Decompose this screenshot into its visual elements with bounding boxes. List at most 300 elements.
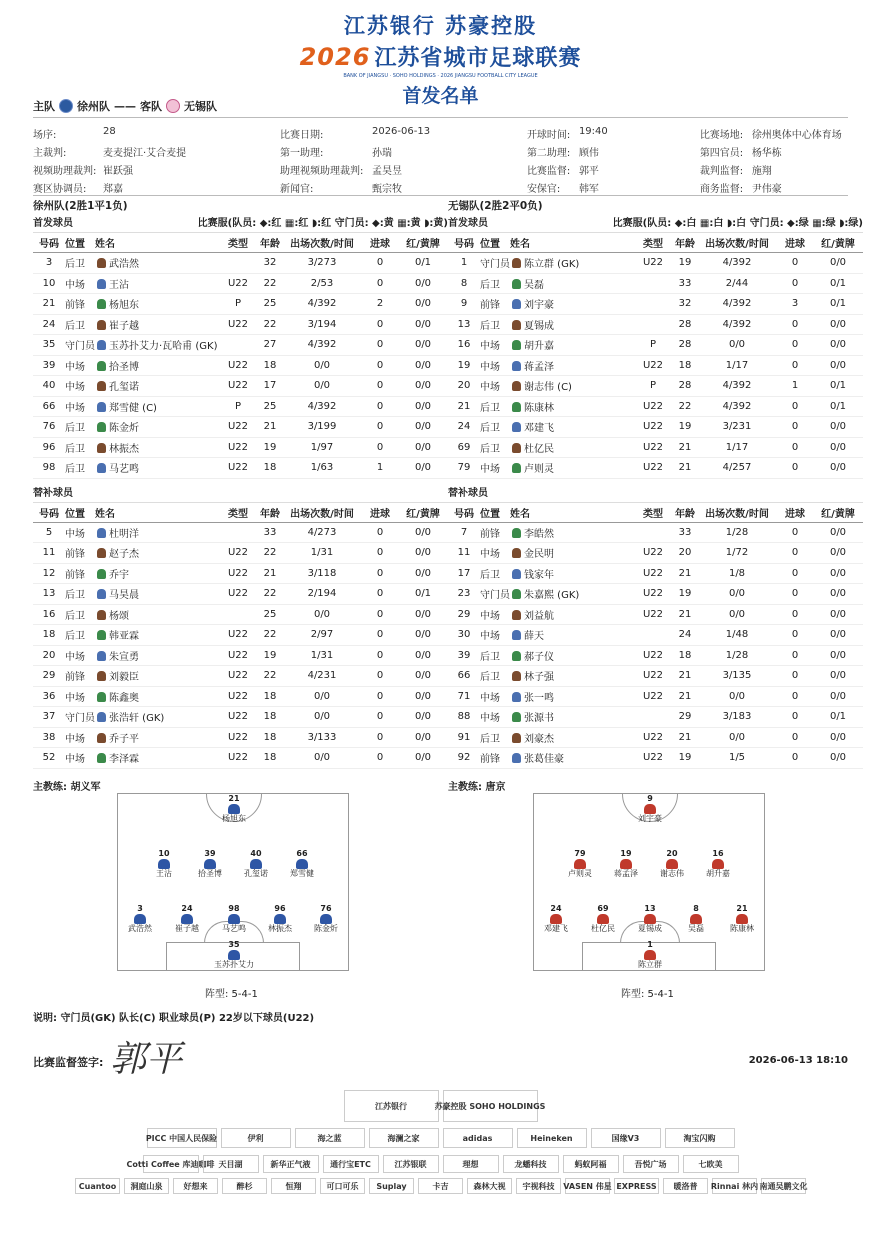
player-avatar-icon: [97, 463, 106, 473]
player-cell: U22: [218, 584, 258, 605]
player-cell: 0/0: [697, 584, 777, 605]
home-team: 徐州队: [77, 100, 110, 113]
player-cell: 88: [448, 707, 480, 728]
player-cell: P: [218, 396, 258, 417]
player-name: 林振杰: [109, 443, 139, 455]
player-cell: 37: [33, 707, 65, 728]
page-title: 首发名单: [402, 85, 479, 107]
player-row: [448, 666, 863, 687]
player-cell: U22: [633, 253, 673, 274]
player-cell: 9: [448, 294, 480, 315]
player-cell: 守门员: [65, 707, 95, 728]
player-cell: 2/44: [697, 273, 777, 294]
player-cell: 1/28: [697, 522, 777, 543]
player-cell: 中场: [480, 458, 510, 479]
player-cell: 0/0: [398, 748, 448, 769]
wuxi-badge-icon: [166, 99, 180, 113]
player-cell: 24: [448, 417, 480, 438]
player-avatar-icon: [97, 528, 106, 538]
player-cell: 0/0: [398, 686, 448, 707]
player-cell: 前锋: [65, 563, 95, 584]
player-name: 谢志伟 (C): [524, 382, 572, 394]
player-name: 武浩然: [109, 259, 139, 271]
sponsor-logo: 可口可乐: [320, 1178, 365, 1194]
jersey-icon: [574, 859, 586, 869]
lineup-name: 孔玺诺: [244, 869, 268, 878]
player-name: 孔玺诺: [109, 382, 139, 394]
player-cell: U22: [218, 543, 258, 564]
sponsor-logo: Cotti Coffee 库迪咖啡: [143, 1155, 199, 1173]
info-label: 安保官:: [526, 183, 561, 195]
column-header: 出场次数/时间: [282, 502, 362, 522]
player-cell: 0: [777, 437, 813, 458]
signature: 郭平: [110, 1039, 183, 1080]
home-column: [33, 197, 448, 799]
player-cell: 3: [33, 253, 65, 274]
player-cell: U22: [633, 584, 673, 605]
player-avatar-icon: [97, 402, 106, 412]
player-cell: 21: [673, 727, 697, 748]
away-subs-table: [448, 502, 863, 769]
player-cell: 0: [777, 314, 813, 335]
player-cell: 18: [33, 625, 65, 646]
player-cell: 12: [33, 563, 65, 584]
lineup-name: 谢志伟: [660, 869, 684, 878]
player-cell: 1: [448, 253, 480, 274]
player-avatar-icon: [512, 712, 521, 722]
player-avatar-icon: [512, 569, 521, 579]
player-cell: 中场: [480, 355, 510, 376]
player-cell: 3/231: [697, 417, 777, 438]
player-row: [33, 522, 448, 543]
player-row: [448, 707, 863, 728]
teams-line: 主队 徐州队 —— 客队 无锡队: [33, 99, 217, 113]
header: [0, 0, 881, 108]
player-cell: 0: [362, 543, 398, 564]
player-cell: 0/0: [398, 376, 448, 397]
player-cell: 前锋: [480, 748, 510, 769]
player-cell: 0: [362, 335, 398, 356]
player-name: 陈鑫奥: [109, 692, 139, 704]
lineup-number: 1: [647, 940, 653, 949]
player-cell: 98: [33, 458, 65, 479]
lineup-name: 邓建飞: [544, 924, 568, 933]
player-cell: 18: [258, 355, 282, 376]
info-label: 第一助理:: [279, 147, 324, 159]
player-cell: 中场: [65, 727, 95, 748]
player-cell: 7: [448, 522, 480, 543]
player-cell: 0/0: [813, 314, 863, 335]
player-avatar-icon: [97, 753, 106, 763]
away-coach: 主教练: 唐京: [448, 781, 506, 793]
player-cell: 21: [258, 417, 282, 438]
player-name: 林子强: [524, 672, 554, 684]
player-cell: 中场: [65, 396, 95, 417]
player-cell: U22: [633, 417, 673, 438]
column-header: 年龄: [258, 502, 282, 522]
player-cell: 前锋: [65, 294, 95, 315]
player-cell: 3/183: [697, 707, 777, 728]
player-cell: 25: [258, 396, 282, 417]
league-year: 2026: [299, 43, 371, 71]
player-name: 杜明洋: [109, 528, 139, 540]
player-cell: 后卫: [65, 417, 95, 438]
player-cell: 0/0: [398, 355, 448, 376]
away-formation-pitch: [533, 793, 765, 971]
info-row: [33, 142, 848, 160]
player-name: 拾圣博: [109, 361, 139, 373]
player-cell: U22: [218, 666, 258, 687]
player-cell: 3/118: [282, 563, 362, 584]
player-cell: 92: [448, 748, 480, 769]
player-cell: 4/392: [697, 376, 777, 397]
player-cell: 0/0: [697, 604, 777, 625]
player-name: 张浩轩 (GK): [109, 713, 165, 725]
player-cell: 2/53: [282, 273, 362, 294]
lineup-number: 13: [644, 904, 656, 913]
lineup-player: [199, 940, 269, 970]
player-cell: 0/0: [398, 707, 448, 728]
player-cell: 0: [362, 437, 398, 458]
player-avatar-icon: [97, 443, 106, 453]
player-cell: 0: [362, 748, 398, 769]
lineup-name: 拾圣博: [198, 869, 222, 878]
player-cell: 0/0: [813, 335, 863, 356]
info-label: 第四官员:: [699, 147, 744, 159]
jersey-icon: [228, 914, 240, 924]
player-cell: 中场: [65, 273, 95, 294]
jersey-icon: [181, 914, 193, 924]
player-cell: 0/0: [282, 604, 362, 625]
player-cell: 守门员: [480, 253, 510, 274]
player-cell: U22: [633, 396, 673, 417]
player-cell: 0: [777, 686, 813, 707]
jersey-icon: [736, 914, 748, 924]
player-name: 吴磊: [524, 279, 544, 291]
player-cell: 中场: [480, 376, 510, 397]
column-header: 类型: [218, 502, 258, 522]
player-cell: 17: [258, 376, 282, 397]
player-cell: 后卫: [65, 625, 95, 646]
player-cell: 8: [448, 273, 480, 294]
player-cell: 16: [33, 604, 65, 625]
info-value: 甄宗牧: [371, 183, 402, 195]
player-name: 朱嘉熙 (GK): [524, 590, 580, 602]
away-formation: 阵型: 5-4-1: [621, 989, 674, 1000]
lineup-number: 35: [228, 940, 240, 949]
info-value: 尹伟豪: [751, 183, 782, 195]
player-cell: 0/0: [282, 748, 362, 769]
player-cell: 19: [448, 355, 480, 376]
player-cell: 4/392: [697, 396, 777, 417]
player-avatar-icon: [97, 610, 106, 620]
player-cell: 0: [362, 417, 398, 438]
player-cell: 守门员: [480, 584, 510, 605]
player-cell: U22: [633, 727, 673, 748]
player-cell: 52: [33, 748, 65, 769]
player-cell: 18: [673, 645, 697, 666]
player-cell: 29: [33, 666, 65, 687]
sponsor-row-2: [0, 1128, 881, 1148]
player-cell: 21: [673, 666, 697, 687]
player-cell: 0/0: [813, 625, 863, 646]
player-name: 张源书: [524, 713, 554, 725]
player-cell: 后卫: [480, 396, 510, 417]
player-cell: U22: [633, 437, 673, 458]
player-cell: 0/0: [813, 458, 863, 479]
info-label: 裁判监督:: [699, 165, 744, 177]
player-cell: 0: [777, 458, 813, 479]
player-cell: 18: [258, 707, 282, 728]
player-cell: 19: [673, 584, 697, 605]
player-cell: 0: [362, 376, 398, 397]
column-header: 进球: [362, 233, 398, 253]
player-row: [33, 666, 448, 687]
jersey-icon: [712, 859, 724, 869]
player-row: [33, 294, 448, 315]
lineup-name: 卢则灵: [568, 869, 592, 878]
lineup-player: [267, 849, 337, 879]
sponsor-logo: 南通吴鹏文化: [761, 1178, 806, 1194]
player-name: 胡升嘉: [524, 341, 554, 353]
lineup-number: 69: [597, 904, 609, 913]
lineup-number: 8: [693, 904, 699, 913]
player-cell: 后卫: [480, 437, 510, 458]
player-row: [448, 314, 863, 335]
player-cell: U22: [633, 458, 673, 479]
player-row: [33, 604, 448, 625]
player-cell: 0: [362, 314, 398, 335]
column-header: 位置: [480, 502, 510, 522]
player-name: 刘毅臣: [109, 672, 139, 684]
info-row: [33, 124, 848, 142]
lineup-name: 武浩然: [128, 924, 152, 933]
player-name: 玉苏扑艾力·瓦哈甫 (GK): [109, 341, 218, 353]
player-cell: 0: [362, 253, 398, 274]
player-name: 刘豪杰: [524, 733, 554, 745]
jersey-icon: [250, 859, 262, 869]
player-cell: 0/0: [697, 686, 777, 707]
player-cell: [633, 522, 673, 543]
player-cell: 38: [33, 727, 65, 748]
player-cell: 71: [448, 686, 480, 707]
player-cell: 0/0: [697, 727, 777, 748]
player-row: [448, 727, 863, 748]
player-cell: 3/194: [282, 314, 362, 335]
player-cell: U22: [218, 645, 258, 666]
player-cell: 0: [777, 748, 813, 769]
jersey-icon: [620, 859, 632, 869]
player-cell: 23: [448, 584, 480, 605]
player-avatar-icon: [512, 671, 521, 681]
player-cell: 后卫: [65, 314, 95, 335]
sponsor-logo: PICC 中国人民保险: [147, 1128, 217, 1148]
jersey-icon: [228, 804, 240, 814]
home-formation: 阵型: 5-4-1: [205, 989, 258, 1000]
player-avatar-icon: [512, 340, 521, 350]
info-label: 比赛日期:: [279, 129, 324, 141]
player-name: 刘益航: [524, 610, 554, 622]
column-header: 位置: [65, 233, 95, 253]
player-cell: 3/133: [282, 727, 362, 748]
player-cell: 后卫: [480, 273, 510, 294]
player-avatar-icon: [97, 422, 106, 432]
player-cell: 21: [673, 604, 697, 625]
player-cell: 中场: [65, 686, 95, 707]
player-name: 韩亚霖: [109, 631, 139, 643]
player-cell: P: [633, 335, 673, 356]
home-subs-label: 替补球员: [33, 487, 73, 499]
player-cell: 1: [777, 376, 813, 397]
player-row: [33, 584, 448, 605]
column-header: 进球: [777, 502, 813, 522]
column-header: 位置: [480, 233, 510, 253]
away-starters-table: [448, 232, 863, 479]
player-name: 赵子杰: [109, 549, 139, 561]
lineup-number: 98: [228, 904, 240, 913]
player-cell: 21: [673, 458, 697, 479]
player-cell: 0: [362, 563, 398, 584]
lineup-player: [291, 904, 361, 934]
player-cell: 0/1: [813, 707, 863, 728]
player-cell: 1/5: [697, 748, 777, 769]
column-header: 类型: [633, 502, 673, 522]
player-name: 马艺鸣: [109, 464, 139, 476]
player-cell: 0: [777, 727, 813, 748]
player-avatar-icon: [512, 279, 521, 289]
home-kit: 比赛服(队员: ◆:红 ▦:红 ◗:红 守门员: ◆:黄 ▦:黄 ◗:黄): [197, 218, 448, 229]
info-label: 商务监督:: [699, 183, 744, 195]
lineup-number: 66: [296, 849, 308, 858]
player-row: [33, 253, 448, 274]
sponsor-logo: 海澜之家: [369, 1128, 439, 1148]
player-cell: U22: [218, 314, 258, 335]
lineup-name: 玉苏扑艾力: [214, 960, 254, 969]
column-header: 红/黄牌: [398, 233, 448, 253]
away-kit: 比赛服(队员: ◆:白 ▦:白 ◗:白 守门员: ◆:绿 ▦:绿 ◗:绿): [612, 218, 863, 229]
player-row: [33, 335, 448, 356]
player-cell: 1/97: [282, 437, 362, 458]
player-avatar-icon: [512, 258, 521, 268]
lineup-name: 蒋孟泽: [614, 869, 638, 878]
player-cell: 0: [777, 625, 813, 646]
player-name: 郑雪健 (C): [109, 402, 157, 414]
player-cell: 32: [673, 294, 697, 315]
player-cell: 0/1: [813, 396, 863, 417]
player-avatar-icon: [97, 340, 106, 350]
player-name: 陈金炘: [109, 423, 139, 435]
player-cell: 0/0: [813, 522, 863, 543]
player-cell: 0/0: [813, 666, 863, 687]
info-label: 主裁判:: [33, 147, 67, 159]
player-cell: 0/0: [398, 625, 448, 646]
player-row: [448, 645, 863, 666]
player-cell: 0/0: [398, 522, 448, 543]
sponsor-logo: 江苏银联: [383, 1155, 439, 1173]
player-cell: 10: [33, 273, 65, 294]
player-cell: 18: [258, 686, 282, 707]
player-name: 张一鸣: [524, 692, 554, 704]
player-cell: 20: [448, 376, 480, 397]
sponsor-logo: 蚂蚁阿福: [563, 1155, 619, 1173]
player-row: [448, 273, 863, 294]
player-cell: 0/0: [813, 604, 863, 625]
player-cell: [218, 335, 258, 356]
player-cell: 25: [258, 604, 282, 625]
info-value: 郑嘉: [103, 183, 123, 195]
player-cell: 0: [777, 273, 813, 294]
player-avatar-icon: [512, 651, 521, 661]
info-label: 新闻官:: [279, 183, 314, 195]
info-value: 麦麦提江·艾合麦提: [103, 147, 187, 159]
player-avatar-icon: [97, 733, 106, 743]
player-cell: 16: [448, 335, 480, 356]
player-cell: 28: [673, 376, 697, 397]
player-cell: U22: [218, 417, 258, 438]
player-cell: 0: [777, 604, 813, 625]
player-row: [33, 458, 448, 479]
lineup-number: 39: [204, 849, 216, 858]
player-cell: U22: [633, 645, 673, 666]
info-label: 赛区协调员:: [33, 183, 87, 195]
player-cell: 22: [258, 273, 282, 294]
player-row: [448, 543, 863, 564]
player-cell: 中场: [480, 686, 510, 707]
player-row: [33, 396, 448, 417]
player-cell: 27: [258, 335, 282, 356]
player-avatar-icon: [512, 402, 521, 412]
player-avatar-icon: [97, 630, 106, 640]
sponsor-logo: EXPRESS: [614, 1178, 659, 1194]
player-cell: 0/0: [813, 437, 863, 458]
player-row: [33, 314, 448, 335]
player-cell: U22: [218, 686, 258, 707]
column-header: 号码: [448, 233, 480, 253]
player-row: [448, 686, 863, 707]
jersey-icon: [666, 859, 678, 869]
player-name: 邓建飞: [524, 423, 554, 435]
player-name: 杨颂: [109, 610, 129, 622]
player-cell: U22: [218, 273, 258, 294]
divider: [33, 117, 848, 118]
player-cell: 2: [362, 294, 398, 315]
player-cell: 后卫: [480, 417, 510, 438]
player-cell: 4/392: [282, 396, 362, 417]
player-avatar-icon: [512, 610, 521, 620]
player-row: [33, 707, 448, 728]
player-cell: 中场: [480, 707, 510, 728]
player-cell: 1/72: [697, 543, 777, 564]
player-name: 蒋孟泽: [524, 361, 554, 373]
sponsor-row-1: [0, 1090, 881, 1122]
player-avatar-icon: [512, 589, 521, 599]
column-header: 类型: [633, 233, 673, 253]
player-cell: 0/0: [813, 253, 863, 274]
lineup-number: 96: [274, 904, 286, 913]
player-cell: [633, 625, 673, 646]
info-label: 助理视频助理裁判:: [279, 165, 364, 177]
player-cell: 前锋: [480, 294, 510, 315]
column-header: 红/黄牌: [398, 502, 448, 522]
info-value: 孙瑞: [371, 147, 392, 159]
info-value: 韩军: [578, 183, 599, 195]
player-name: 王沾: [109, 279, 129, 291]
player-cell: 0/0: [813, 748, 863, 769]
lineup-name: 林振杰: [268, 924, 292, 933]
player-cell: U22: [218, 707, 258, 728]
player-cell: 中场: [480, 625, 510, 646]
player-cell: 0: [362, 273, 398, 294]
